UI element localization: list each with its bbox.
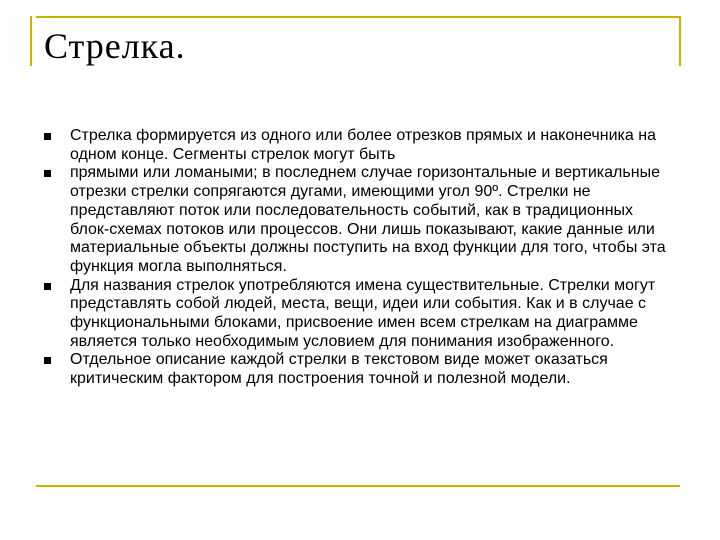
bullet-item [44,277,674,352]
bullet-item [44,351,674,388]
square-bullet-icon [44,283,51,290]
square-bullet-icon [44,357,51,364]
square-bullet-icon [44,170,51,177]
bottom-divider-line [36,485,680,487]
square-bullet-icon [44,133,51,140]
bullet-list [44,127,674,389]
bullet-item [44,127,674,164]
title-frame-right-line [679,16,681,66]
bullet-text: прямыми или ломаными; в последнем случае горизонтальные и вертикальные отрезки стрелки сопрягаются дугами, имеющими угол 90º. Стрелки не представляют поток или последовательность событий, как в традиционных блок-схемах потоков или процессов. Они лишь показывают, какие данные или материальные объекты должны поступить на вход функции для того, чтобы эта функция могла выполняться. [70,164,666,275]
slide-title: Стрелка. [44,26,186,66]
bullet-item [44,164,674,276]
bullet-text: Стрелка формируется из одного или более отрезков прямых и наконечника на одном конце. Сегменты стрелок могут быть [70,127,656,163]
title-frame-left-line [30,16,32,66]
bullet-text: Для названия стрелок употребляются имена существительные. Стрелки могут представлять собой людей, места, вещи, идеи или события. Как и в случае с функциональными блоками, присвоение имен всем стрелкам на диаграмме является только необходимым условием для понимания изображенного. [70,276,656,350]
bullet-text: Отдельное описание каждой стрелки в текстовом виде может оказаться критическим фактором для построения точной и полезной модели. [70,351,608,388]
title-frame-top-line [36,16,680,18]
